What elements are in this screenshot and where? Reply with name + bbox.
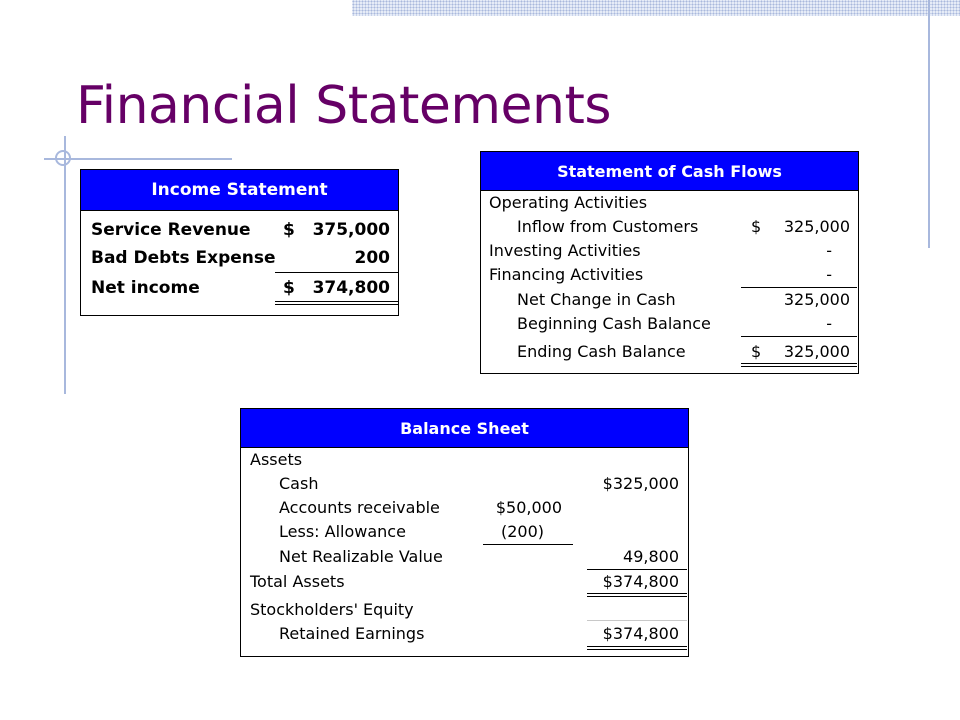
row-label: Accounts receivable bbox=[279, 498, 440, 517]
table-row bbox=[81, 278, 398, 300]
table-row bbox=[241, 624, 688, 646]
total-double-rule bbox=[587, 646, 687, 650]
row-amount: 374,800 bbox=[312, 278, 390, 298]
table-row bbox=[241, 474, 688, 496]
table-row bbox=[241, 498, 688, 520]
row-total-amount: $374,800 bbox=[602, 624, 679, 643]
row-label: Ending Cash Balance bbox=[517, 342, 686, 361]
dotted-header-band bbox=[352, 0, 960, 16]
slide-title: Financial Statements bbox=[76, 76, 611, 136]
table-row bbox=[81, 220, 398, 242]
balance-sheet-title: Balance Sheet bbox=[241, 409, 688, 448]
row-currency: $ bbox=[751, 217, 762, 236]
row-detail-amount: $50,000 bbox=[495, 498, 562, 517]
row-amount: 200 bbox=[354, 248, 390, 268]
row-amount: 325,000 bbox=[783, 217, 850, 236]
subtotal-rule bbox=[741, 287, 857, 288]
income-statement-table bbox=[80, 169, 399, 316]
decorative-vertical-line-left bbox=[64, 136, 66, 394]
row-currency: $ bbox=[283, 220, 295, 240]
row-label: Total Assets bbox=[250, 572, 345, 591]
cash-flows-table bbox=[480, 151, 859, 374]
decorative-vertical-line-right bbox=[928, 0, 930, 248]
row-label: Net Change in Cash bbox=[517, 290, 676, 309]
decorative-horizontal-line bbox=[44, 158, 232, 160]
decorative-ring-icon bbox=[55, 150, 71, 166]
total-double-rule bbox=[275, 301, 399, 305]
table-row bbox=[481, 265, 858, 287]
table-row bbox=[481, 314, 858, 336]
row-label: Cash bbox=[279, 474, 319, 493]
row-amount: - bbox=[826, 265, 832, 284]
row-label: Beginning Cash Balance bbox=[517, 314, 711, 333]
subtotal-rule bbox=[483, 544, 573, 545]
row-label: Inflow from Customers bbox=[517, 217, 699, 236]
row-label: Net income bbox=[91, 278, 200, 298]
table-row bbox=[241, 572, 688, 594]
row-amount: 375,000 bbox=[312, 220, 390, 240]
row-amount: - bbox=[826, 314, 832, 333]
row-label: Investing Activities bbox=[489, 241, 641, 260]
total-double-rule bbox=[741, 363, 857, 367]
cell-gridline bbox=[587, 620, 687, 621]
row-label: Service Revenue bbox=[91, 220, 251, 240]
row-label: Net Realizable Value bbox=[279, 547, 443, 566]
subtotal-rule bbox=[275, 272, 399, 273]
table-row bbox=[481, 217, 858, 239]
row-label: Retained Earnings bbox=[279, 624, 425, 643]
table-row bbox=[241, 547, 688, 569]
table-row bbox=[481, 193, 858, 215]
row-amount: - bbox=[826, 241, 832, 260]
subtotal-rule bbox=[741, 336, 857, 337]
table-row bbox=[81, 248, 398, 270]
row-label: Bad Debts Expense bbox=[91, 248, 276, 268]
total-double-rule bbox=[587, 593, 687, 597]
row-amount: 325,000 bbox=[783, 342, 850, 361]
row-total-amount: 49,800 bbox=[623, 547, 679, 566]
table-row bbox=[241, 450, 688, 472]
row-label: Stockholders' Equity bbox=[250, 600, 414, 619]
table-row bbox=[481, 241, 858, 263]
row-label: Less: Allowance bbox=[279, 522, 406, 541]
table-row bbox=[481, 290, 858, 312]
balance-sheet-table bbox=[240, 408, 689, 657]
row-detail-amount: (200) bbox=[500, 522, 544, 541]
table-row bbox=[481, 342, 858, 364]
row-label: Assets bbox=[250, 450, 303, 469]
row-currency: $ bbox=[283, 278, 295, 298]
row-total-amount: $374,800 bbox=[602, 572, 679, 591]
cash-flows-title: Statement of Cash Flows bbox=[481, 152, 858, 191]
subtotal-rule bbox=[587, 569, 687, 570]
row-label: Financing Activities bbox=[489, 265, 644, 284]
table-row bbox=[241, 600, 688, 622]
row-currency: $ bbox=[751, 342, 762, 361]
row-label: Operating Activities bbox=[489, 193, 648, 212]
income-statement-title: Income Statement bbox=[81, 170, 398, 211]
table-row bbox=[241, 522, 688, 544]
row-amount: 325,000 bbox=[783, 290, 850, 309]
row-total-amount: $325,000 bbox=[602, 474, 679, 493]
